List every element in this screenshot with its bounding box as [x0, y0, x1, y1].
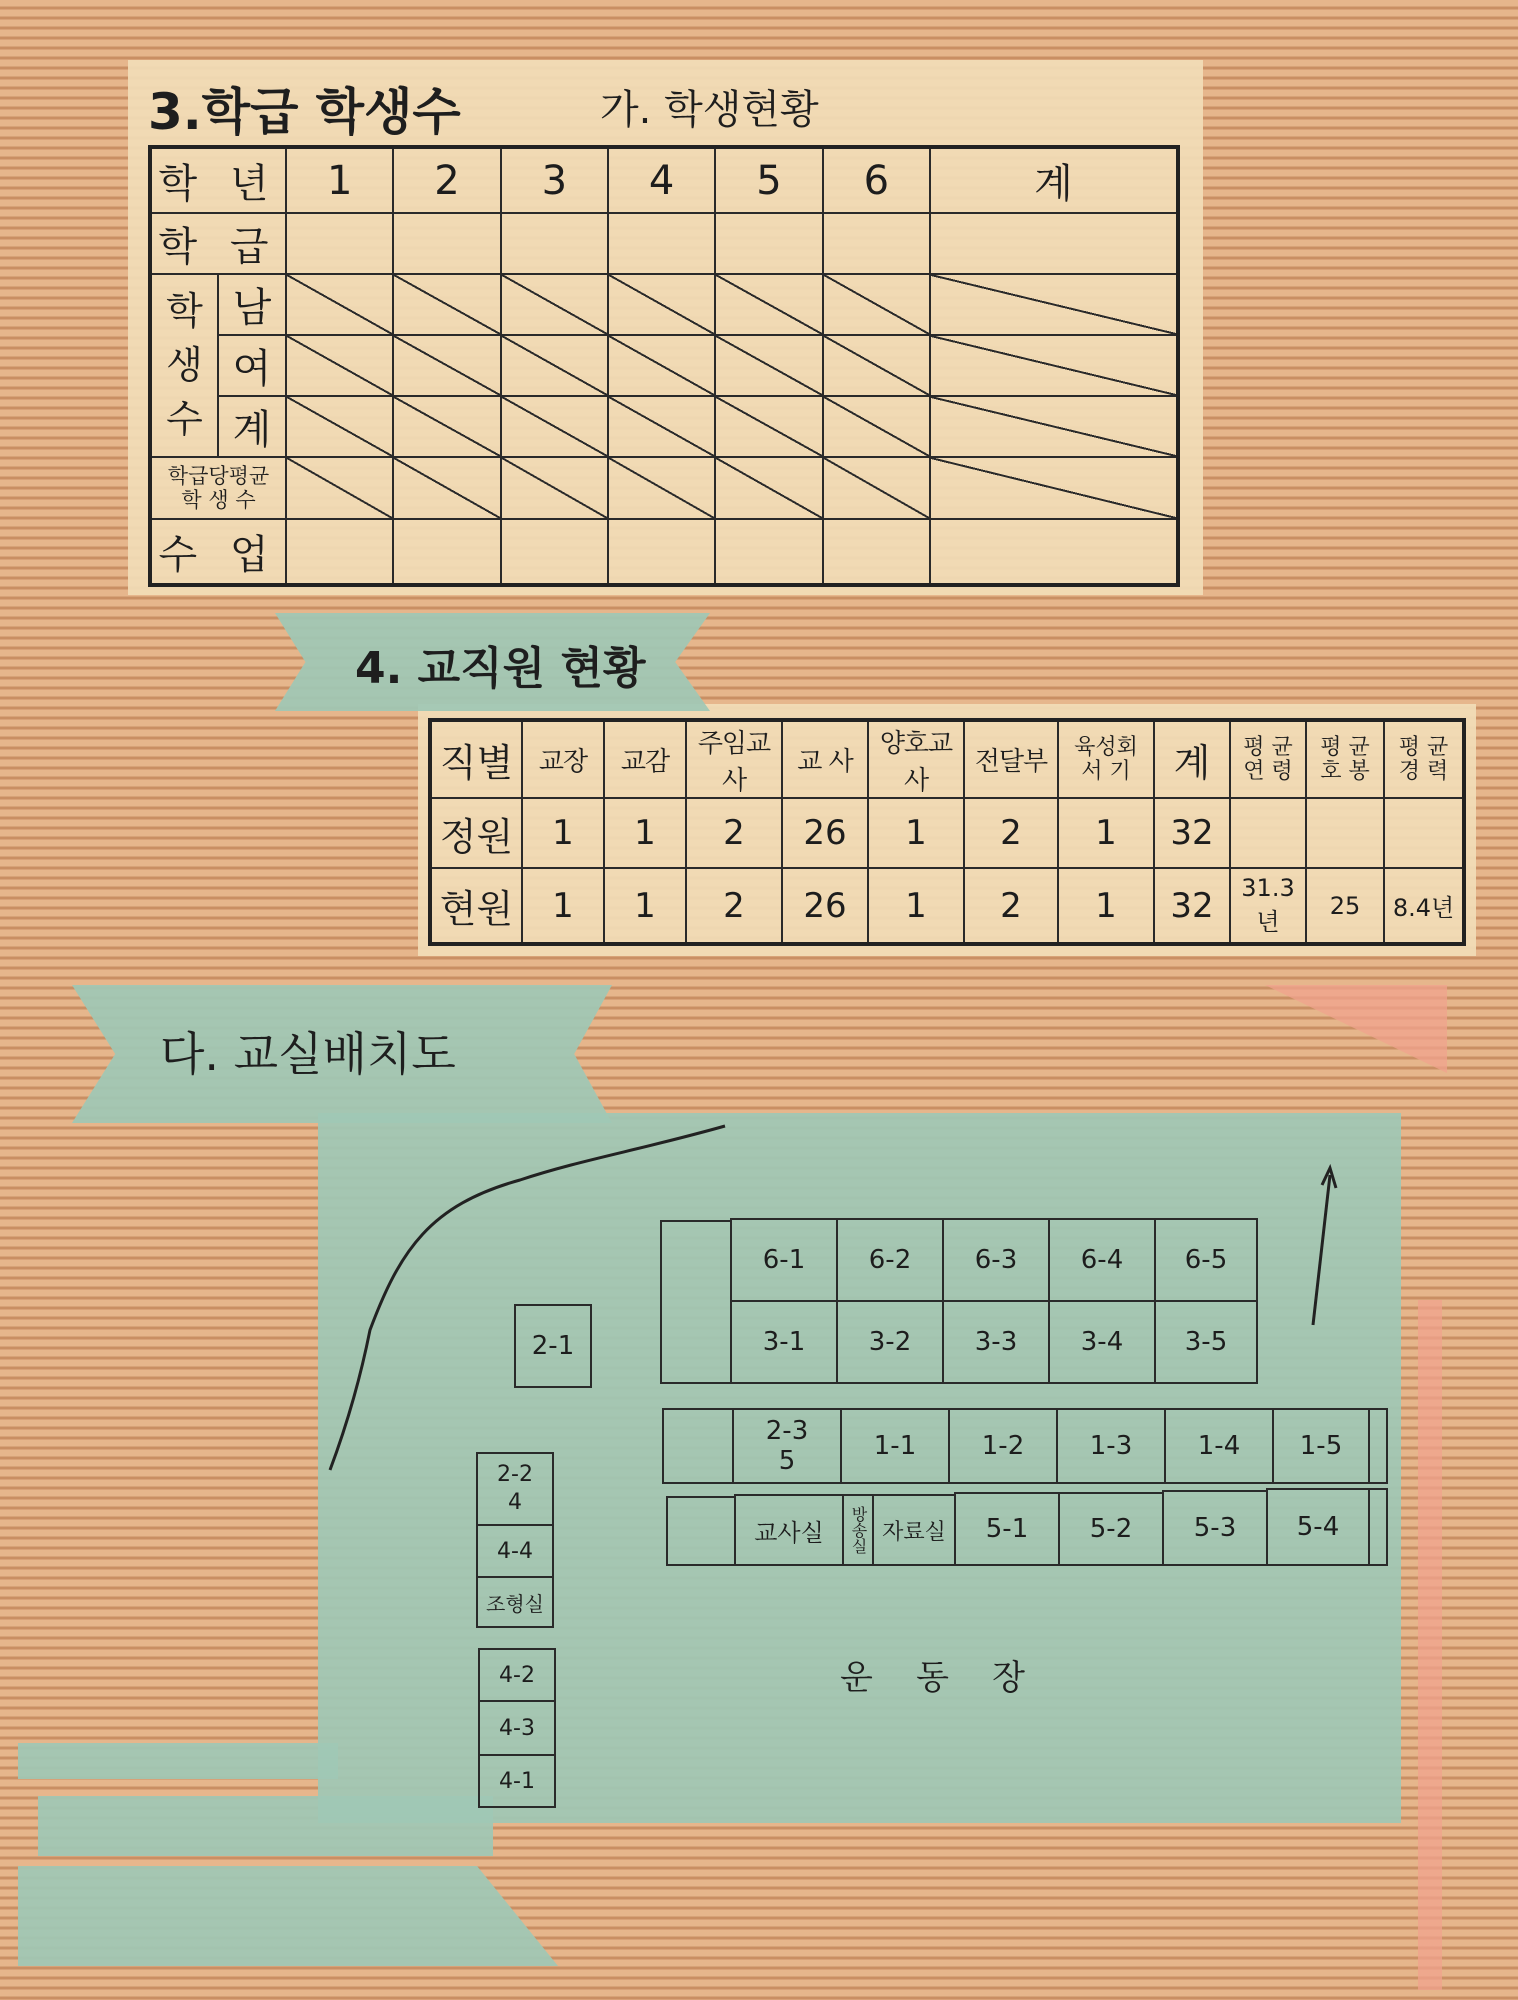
slashed-cell — [608, 396, 715, 457]
slashed-cell — [823, 274, 930, 335]
data-cell: 26 — [782, 798, 868, 868]
room: 1-4 — [1164, 1408, 1274, 1484]
room-4-2: 4-2 — [478, 1648, 556, 1702]
header-line: 육성회 — [1074, 734, 1138, 760]
room-4-3: 4-3 — [478, 1700, 556, 1756]
empty-cell — [715, 519, 822, 585]
slashed-cell — [393, 457, 500, 519]
section3-subtitle: 가. 학생현황 — [600, 87, 819, 133]
room: 6-2 — [836, 1218, 944, 1302]
slashed-cell — [608, 335, 715, 396]
room-blank — [662, 1408, 734, 1484]
row-label-male: 남 — [218, 274, 286, 335]
room: 1-5 — [1272, 1408, 1370, 1484]
data-cell: 1 — [604, 868, 686, 944]
header-cell — [1384, 720, 1464, 798]
staff-status-table — [428, 718, 1466, 946]
slashed-cell — [501, 335, 608, 396]
empty-cell — [393, 519, 500, 585]
room: 5-2 — [1058, 1492, 1164, 1566]
avg-label-line2: 학 생 수 — [181, 487, 256, 512]
slashed-cell — [715, 396, 822, 457]
header-line: 평 균 — [1398, 734, 1449, 760]
header-cell: 계 — [1154, 720, 1230, 798]
header-line: 연 령 — [1243, 758, 1293, 784]
room: 6-1 — [730, 1218, 838, 1302]
room: 3-1 — [730, 1300, 838, 1384]
room: 6-3 — [942, 1218, 1050, 1302]
pink-strip-right — [1418, 1300, 1442, 1990]
header-cell — [1306, 720, 1384, 798]
room: 5-1 — [954, 1492, 1060, 1566]
header-line: 평 균 — [1320, 734, 1370, 760]
header-cell — [1230, 720, 1306, 798]
slashed-cell — [393, 335, 500, 396]
row-label-lesson: 수 업 — [150, 519, 286, 585]
slashed-cell — [286, 335, 393, 396]
tape-bottom-3 — [18, 1866, 558, 1966]
room: 3-4 — [1048, 1300, 1156, 1384]
data-cell: 26 — [782, 868, 868, 944]
data-cell: 1 — [522, 798, 604, 868]
room-4-1: 4-1 — [478, 1754, 556, 1808]
room-art: 조형실 — [476, 1576, 554, 1628]
table-row — [430, 798, 1464, 868]
grade-cell: 1 — [286, 147, 393, 213]
room-label-vertical: 방송실 — [849, 1506, 868, 1554]
slashed-cell — [286, 457, 393, 519]
room: 1-2 — [948, 1408, 1058, 1484]
header-cell: 교 사 — [782, 720, 868, 798]
room-broadcast — [842, 1494, 874, 1566]
row-label-class: 학 급 — [150, 213, 286, 274]
avg-label-line1: 학급당평균 — [167, 463, 270, 488]
room: 5-3 — [1162, 1490, 1268, 1566]
data-cell — [1230, 798, 1306, 868]
table-row — [150, 213, 1178, 274]
row-label-students — [150, 274, 218, 457]
grade-cell: 3 — [501, 147, 608, 213]
room: 3-2 — [836, 1300, 944, 1384]
header-cell: 양호교사 — [868, 720, 964, 798]
data-cell: 2 — [964, 868, 1058, 944]
table-row — [150, 274, 1178, 335]
slashed-cell — [393, 274, 500, 335]
data-cell — [1384, 798, 1464, 868]
room-4-4: 4-4 — [476, 1524, 554, 1578]
table-row — [150, 396, 1178, 457]
header-line: 호 봉 — [1320, 758, 1370, 784]
tape-bottom-1 — [18, 1743, 338, 1779]
empty-cell — [715, 213, 822, 274]
room-resources: 자료실 — [872, 1494, 956, 1566]
room-2-2-4 — [476, 1452, 554, 1526]
section4-title: 4. 교직원 현황 — [355, 643, 646, 694]
slashed-cell — [930, 335, 1178, 396]
slashed-cell — [286, 396, 393, 457]
slashed-cell — [715, 457, 822, 519]
data-cell: 8.4년 — [1384, 868, 1464, 944]
header-cell: 주임교사 — [686, 720, 782, 798]
empty-cell — [608, 519, 715, 585]
grade-cell: 2 — [393, 147, 500, 213]
pink-tape-right — [1265, 985, 1447, 1073]
tape-bottom-2 — [38, 1796, 493, 1856]
room: 3-3 — [942, 1300, 1050, 1384]
header-cell: 교감 — [604, 720, 686, 798]
slashed-cell — [608, 457, 715, 519]
data-cell: 2 — [964, 798, 1058, 868]
grade-cell: 4 — [608, 147, 715, 213]
slashed-cell — [823, 396, 930, 457]
row-label: 현원 — [430, 868, 522, 944]
room-line: 2-3 — [765, 1416, 809, 1446]
label-char: 생 — [166, 343, 203, 388]
data-cell: 32 — [1154, 798, 1230, 868]
empty-cell — [930, 213, 1178, 274]
data-cell: 32 — [1154, 868, 1230, 944]
label-char: 학 — [166, 289, 203, 334]
student-status-table — [148, 145, 1180, 587]
slashed-cell — [501, 396, 608, 457]
room-blank — [660, 1220, 732, 1384]
room: 1-3 — [1056, 1408, 1166, 1484]
empty-cell — [286, 213, 393, 274]
data-cell: 1 — [522, 868, 604, 944]
room: 6-5 — [1154, 1218, 1258, 1302]
empty-cell — [608, 213, 715, 274]
data-cell: 1 — [868, 798, 964, 868]
slashed-cell — [715, 274, 822, 335]
data-cell: 2 — [686, 798, 782, 868]
label-char: 수 — [166, 397, 203, 442]
slashed-cell — [930, 396, 1178, 457]
table-row — [150, 519, 1178, 585]
data-cell: 1 — [604, 798, 686, 868]
slashed-cell — [608, 274, 715, 335]
row-label-female: 여 — [218, 335, 286, 396]
room-teachers: 교사실 — [734, 1494, 844, 1566]
data-cell: 1 — [1058, 868, 1154, 944]
slashed-cell — [501, 274, 608, 335]
header-cell: 교장 — [522, 720, 604, 798]
section-layout-title: 다. 교실배치도 — [160, 1027, 456, 1081]
data-cell: 1 — [1058, 798, 1154, 868]
playground-label: 운 동 장 — [840, 1658, 1025, 1698]
data-cell — [1306, 798, 1384, 868]
empty-cell — [930, 519, 1178, 585]
empty-cell — [501, 519, 608, 585]
slashed-cell — [823, 457, 930, 519]
table-row — [430, 720, 1464, 798]
room: 1-1 — [840, 1408, 950, 1484]
slashed-cell — [286, 274, 393, 335]
header-line: 서 기 — [1081, 758, 1131, 784]
room-line: 4 — [508, 1490, 522, 1515]
empty-cell — [286, 519, 393, 585]
slashed-cell — [930, 457, 1178, 519]
room: 6-4 — [1048, 1218, 1156, 1302]
data-cell: 2 — [686, 868, 782, 944]
header-grade: 학 년 — [150, 147, 286, 213]
room-end — [1368, 1408, 1388, 1484]
empty-cell — [393, 213, 500, 274]
header-cell: 직별 — [430, 720, 522, 798]
data-cell: 31.3년 — [1230, 868, 1306, 944]
header-line: 경 력 — [1398, 758, 1449, 784]
room-2-3-5 — [732, 1408, 842, 1484]
section3-title: 3.학급 학생수 — [148, 83, 461, 141]
row-label: 정원 — [430, 798, 522, 868]
table-row — [430, 868, 1464, 944]
table-row — [150, 335, 1178, 396]
header-cell — [1058, 720, 1154, 798]
room-line: 2-2 — [497, 1462, 533, 1487]
empty-cell — [501, 213, 608, 274]
header-line: 평 균 — [1243, 734, 1293, 760]
room-2-1: 2-1 — [514, 1304, 592, 1388]
data-cell: 1 — [868, 868, 964, 944]
room-end — [1368, 1488, 1388, 1566]
grade-total-cell: 계 — [930, 147, 1178, 213]
row-label-average — [150, 457, 286, 519]
grade-cell: 6 — [823, 147, 930, 213]
row-label-total: 계 — [218, 396, 286, 457]
slashed-cell — [930, 274, 1178, 335]
grade-cell: 5 — [715, 147, 822, 213]
table-row — [150, 147, 1178, 213]
empty-cell — [823, 213, 930, 274]
empty-cell — [823, 519, 930, 585]
header-cell: 전달부 — [964, 720, 1058, 798]
slashed-cell — [823, 335, 930, 396]
slashed-cell — [393, 396, 500, 457]
room: 3-5 — [1154, 1300, 1258, 1384]
data-cell: 25 — [1306, 868, 1384, 944]
slashed-cell — [715, 335, 822, 396]
room: 5-4 — [1266, 1488, 1370, 1566]
slashed-cell — [501, 457, 608, 519]
room-line: 5 — [778, 1446, 796, 1476]
table-row — [150, 457, 1178, 519]
room-blank — [666, 1496, 736, 1566]
